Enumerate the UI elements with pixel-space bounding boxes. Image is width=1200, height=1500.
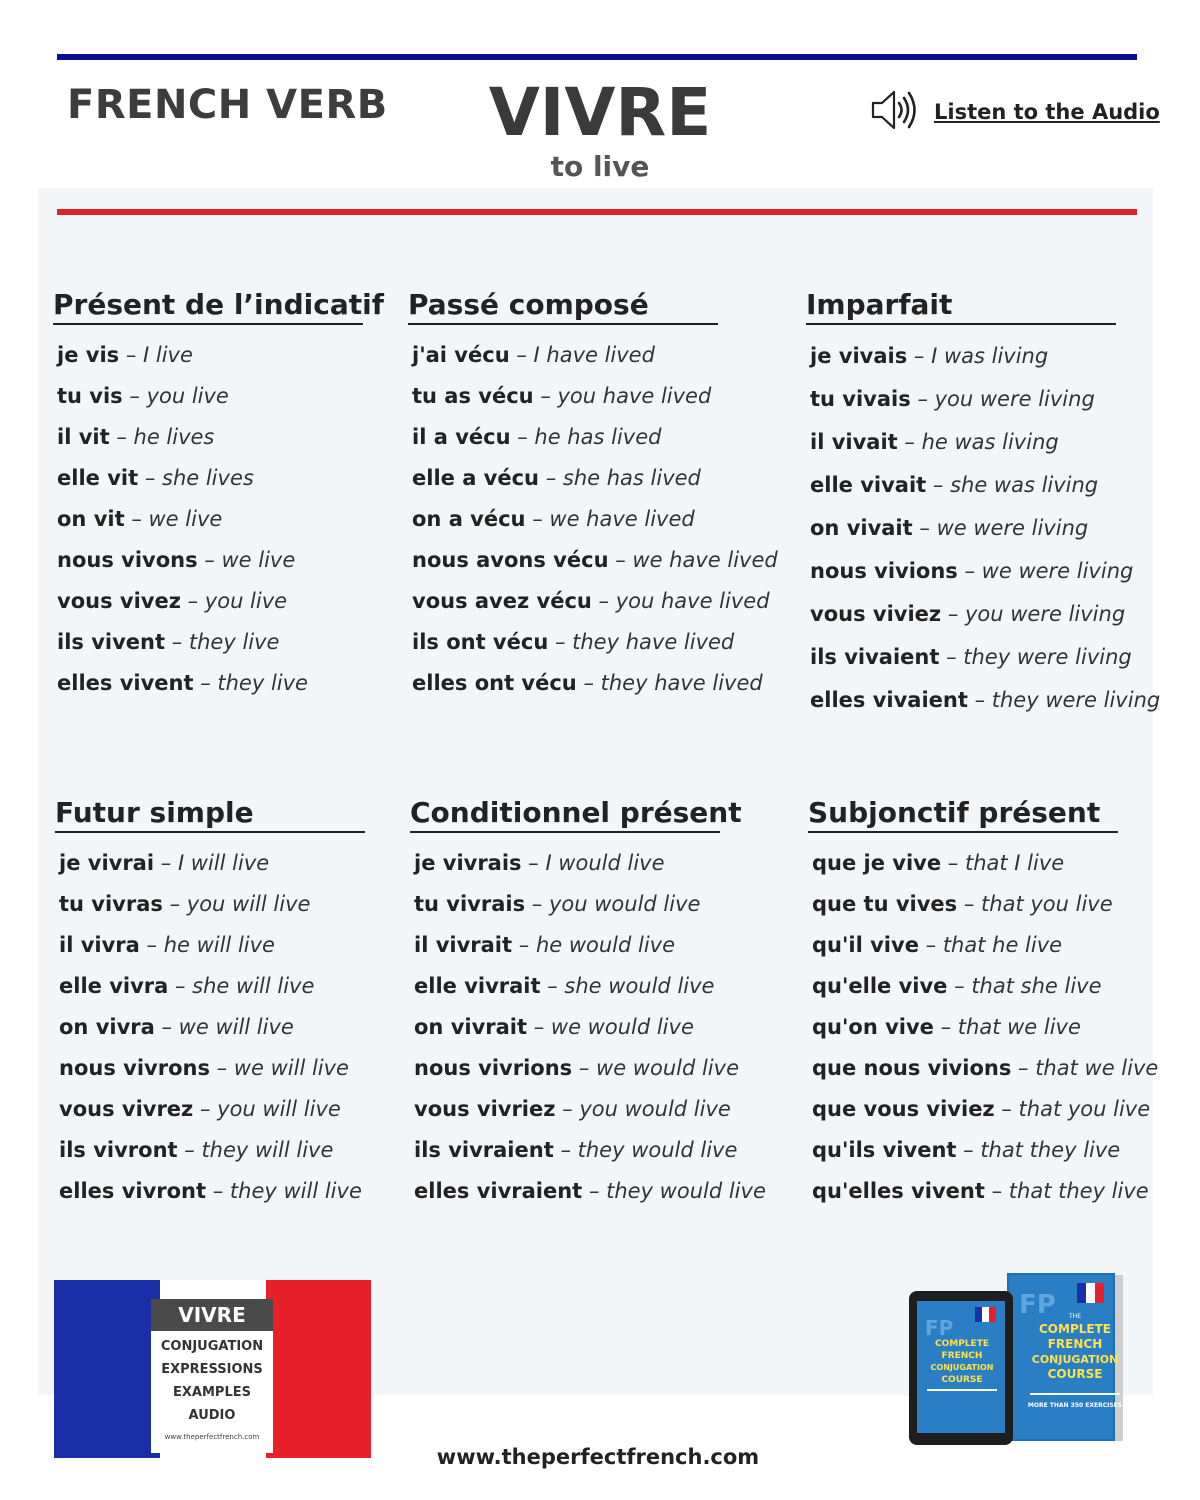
separator-dash: – <box>947 602 959 626</box>
conjugation-row <box>59 1089 365 1130</box>
conjugation-row <box>812 843 1158 884</box>
tense-futur-simple <box>55 796 365 1212</box>
conjugation-row <box>59 1130 365 1171</box>
conjugation-row <box>57 376 363 417</box>
conjugation-list <box>808 843 1158 1212</box>
conjugation-row <box>412 376 778 417</box>
english-translation: I have lived <box>533 343 655 367</box>
english-translation: they live <box>217 671 308 695</box>
french-form: tu vivras <box>59 892 163 916</box>
separator-dash: – <box>516 343 527 367</box>
conjugation-row <box>810 550 1160 593</box>
english-translation: she was living <box>950 473 1099 497</box>
french-form: on vivait <box>810 516 913 540</box>
english-translation: we will live <box>233 1056 349 1080</box>
english-translation: he would live <box>535 933 676 957</box>
french-form: il a vécu <box>412 425 511 449</box>
english-translation: you live <box>146 384 229 408</box>
conjugation-row <box>414 843 766 884</box>
conjugation-row <box>412 663 778 704</box>
english-translation: they would live <box>606 1179 766 1203</box>
french-form: nous vivons <box>57 548 198 572</box>
conjugation-row <box>412 540 778 581</box>
tablet-title-line: COMPLETE <box>935 1339 989 1349</box>
separator-dash: – <box>554 630 566 654</box>
english-translation: that you live <box>1018 1097 1151 1121</box>
conjugation-row <box>57 458 363 499</box>
english-translation: she will live <box>192 974 315 998</box>
french-form: vous vivriez <box>414 1097 556 1121</box>
separator-dash: – <box>598 589 610 613</box>
tense-title: Passé composé <box>408 288 718 325</box>
separator-dash: – <box>904 430 915 454</box>
french-form: elle vit <box>57 466 139 490</box>
separator-dash: – <box>991 1179 1003 1203</box>
flag-blue-stripe <box>54 1280 160 1458</box>
flag-card-item: AUDIO <box>188 1408 236 1423</box>
separator-dash: – <box>116 425 127 449</box>
tense-title: Subjonctif présent <box>808 796 1118 833</box>
english-translation: you live <box>204 589 288 613</box>
separator-dash: – <box>129 384 140 408</box>
french-form: elles ont vécu <box>412 671 577 695</box>
separator-dash: – <box>946 645 957 669</box>
separator-dash: – <box>171 630 183 654</box>
conjugation-row <box>812 925 1158 966</box>
conjugation-row <box>57 663 363 704</box>
french-form: on vit <box>57 507 125 531</box>
separator-dash: – <box>144 466 156 490</box>
book-tagline: MORE THAN 350 EXERCISES <box>1027 1402 1123 1409</box>
english-translation: they will live <box>201 1138 334 1162</box>
french-form: ils ont vécu <box>412 630 549 654</box>
separator-dash: – <box>212 1179 224 1203</box>
english-translation: they were living <box>963 645 1132 669</box>
french-form: il vivait <box>810 430 898 454</box>
english-translation: you were living <box>934 387 1095 411</box>
verb-title: VIVRE <box>488 74 712 151</box>
separator-dash: – <box>974 688 986 712</box>
separator-dash: – <box>615 548 626 572</box>
flag-card-verb: VIVRE <box>151 1299 273 1331</box>
conjugation-row <box>412 417 778 458</box>
english-translation: they were living <box>991 688 1161 712</box>
conjugation-row <box>810 507 1160 550</box>
french-form: tu as vécu <box>412 384 534 408</box>
english-translation: they have lived <box>572 630 735 654</box>
separator-dash: – <box>964 559 975 583</box>
french-form: qu'on vive <box>812 1015 934 1039</box>
separator-dash: – <box>146 933 157 957</box>
conjugation-list <box>410 843 766 1212</box>
separator-dash: – <box>517 425 528 449</box>
conjugation-row <box>59 884 365 925</box>
french-form: elles vivront <box>59 1179 207 1203</box>
tablet-title-line: CONJUGATION <box>930 1363 994 1372</box>
separator-dash: – <box>125 343 137 367</box>
conjugation-row <box>412 335 778 376</box>
french-form: que tu vives <box>812 892 958 916</box>
conjugation-row <box>812 1007 1158 1048</box>
separator-dash: – <box>947 851 959 875</box>
separator-dash: – <box>187 589 199 613</box>
conjugation-row <box>412 581 778 622</box>
french-form: ils vivront <box>59 1138 178 1162</box>
course-book-image[interactable] <box>905 1265 1155 1455</box>
french-form: il vivra <box>59 933 140 957</box>
separator-dash: – <box>131 507 142 531</box>
french-form: elle vivait <box>810 473 927 497</box>
book-logo: FP <box>1019 1290 1056 1320</box>
conjugation-row <box>812 1089 1158 1130</box>
separator-dash: – <box>184 1138 195 1162</box>
french-form: elle a vécu <box>412 466 540 490</box>
conjugation-row <box>412 499 778 540</box>
conjugation-list <box>55 843 365 1212</box>
tablet-title-line: COURSE <box>941 1375 983 1385</box>
separator-dash: – <box>200 671 211 695</box>
english-translation: I will live <box>177 851 270 875</box>
book-title-line: COMPLETE <box>1039 1322 1111 1336</box>
flag-card-item: EXAMPLES <box>173 1385 251 1400</box>
english-translation: I was living <box>931 344 1049 368</box>
french-flag-banner[interactable] <box>54 1280 371 1458</box>
conjugation-row <box>414 1130 766 1171</box>
conjugation-row <box>810 636 1160 679</box>
french-form: elles vivent <box>57 671 194 695</box>
french-form: nous vivrons <box>59 1056 210 1080</box>
tablet-logo: FP <box>925 1316 954 1340</box>
tense-title: Conditionnel présent <box>410 796 720 833</box>
french-form: on vivra <box>59 1015 155 1039</box>
english-translation: we have lived <box>632 548 778 572</box>
french-form: qu'elle vive <box>812 974 948 998</box>
english-translation: we would live <box>550 1015 694 1039</box>
french-form: qu'ils vivent <box>812 1138 957 1162</box>
english-translation: that we live <box>957 1015 1081 1039</box>
tense-conditionnel <box>410 796 766 1212</box>
tablet-icon <box>909 1291 1013 1445</box>
separator-dash: – <box>547 974 558 998</box>
conjugation-row <box>810 335 1160 378</box>
conjugation-list <box>806 335 1160 722</box>
english-translation: they live <box>188 630 280 654</box>
tense-imparfait <box>806 288 1160 722</box>
separator-dash: – <box>560 1138 571 1162</box>
english-translation: we live <box>148 507 223 531</box>
english-translation: we were living <box>936 516 1089 540</box>
separator-dash: – <box>963 892 975 916</box>
separator-dash: – <box>588 1179 600 1203</box>
french-form: elles vivraient <box>414 1179 583 1203</box>
french-form: elle vivra <box>59 974 169 998</box>
french-form: qu'elles vivent <box>812 1179 985 1203</box>
conjugation-row <box>414 1007 766 1048</box>
tense-present <box>53 288 384 704</box>
tense-title: Imparfait <box>806 288 1116 325</box>
french-form: j'ai vécu <box>412 343 510 367</box>
conjugation-row <box>812 966 1158 1007</box>
separator-dash: – <box>578 1056 590 1080</box>
french-form: tu vivais <box>810 387 911 411</box>
english-translation: she would live <box>564 974 715 998</box>
conjugation-row <box>59 843 365 884</box>
english-translation: we were living <box>981 559 1134 583</box>
verb-translation: to live <box>550 150 650 183</box>
separator-dash: – <box>963 1138 974 1162</box>
separator-dash: – <box>174 974 186 998</box>
english-translation: they have lived <box>600 671 763 695</box>
tense-passe-compose <box>408 288 778 704</box>
separator-dash: – <box>919 516 930 540</box>
speaker-icon[interactable] <box>868 84 920 140</box>
separator-dash: – <box>216 1056 228 1080</box>
french-form: qu'il vive <box>812 933 919 957</box>
english-translation: that we live <box>1035 1056 1159 1080</box>
conjugation-row <box>812 1171 1158 1212</box>
conjugation-row <box>812 1048 1158 1089</box>
tense-title: Futur simple <box>55 796 365 833</box>
separator-dash: – <box>917 387 928 411</box>
english-translation: that I live <box>964 851 1065 875</box>
english-translation: that he live <box>942 933 1063 957</box>
french-form: je vivais <box>810 344 908 368</box>
separator-dash: – <box>532 507 543 531</box>
english-translation: we live <box>221 548 296 572</box>
english-translation: you would live <box>548 892 701 916</box>
book-title-line: CONJUGATION <box>1031 1353 1119 1366</box>
english-translation: she has lived <box>562 466 701 490</box>
top-blue-rule <box>57 54 1137 60</box>
flag-card-item: CONJUGATION <box>160 1339 264 1354</box>
french-form: ils vivraient <box>414 1138 554 1162</box>
conjugation-row <box>810 464 1160 507</box>
conjugation-row <box>57 581 363 622</box>
french-form: que nous vivions <box>812 1056 1012 1080</box>
english-translation: they would live <box>577 1138 738 1162</box>
english-translation: you have lived <box>557 384 712 408</box>
conjugation-list <box>408 335 778 704</box>
red-rule <box>57 209 1137 215</box>
french-form: nous vivions <box>810 559 958 583</box>
separator-dash: – <box>531 892 543 916</box>
french-form: je vivrai <box>59 851 155 875</box>
conjugation-row <box>57 335 363 376</box>
conjugation-row <box>59 1007 365 1048</box>
conjugation-row <box>412 622 778 663</box>
separator-dash: – <box>528 851 539 875</box>
book-title-line: COURSE <box>1047 1367 1103 1381</box>
separator-dash: – <box>533 1015 545 1039</box>
english-translation: you will live <box>186 892 311 916</box>
english-translation: I would live <box>545 851 665 875</box>
separator-dash: – <box>160 851 172 875</box>
separator-dash: – <box>545 466 557 490</box>
book-title-line: THE <box>1069 1313 1081 1320</box>
french-form: elle vivrait <box>414 974 541 998</box>
english-translation: you will live <box>217 1097 341 1121</box>
separator-dash: – <box>518 933 530 957</box>
conjugation-row <box>59 1171 365 1212</box>
french-form: on vivrait <box>414 1015 528 1039</box>
conjugation-row <box>59 1048 365 1089</box>
french-form: on a vécu <box>412 507 526 531</box>
english-translation: that you live <box>981 892 1113 916</box>
separator-dash: – <box>204 548 215 572</box>
english-translation: he lives <box>133 425 215 449</box>
english-translation: that she live <box>971 974 1102 998</box>
french-form: vous viviez <box>810 602 942 626</box>
book-icon <box>1007 1273 1123 1441</box>
french-form: je vis <box>57 343 120 367</box>
footer-url[interactable]: www.theperfectfrench.com <box>436 1445 760 1469</box>
flag-red-stripe <box>266 1280 371 1458</box>
tense-title: Présent de l’indicatif <box>53 288 363 325</box>
french-form: tu vis <box>57 384 123 408</box>
english-translation: you have lived <box>615 589 770 613</box>
separator-dash: – <box>583 671 594 695</box>
conjugation-row <box>810 421 1160 464</box>
page-label: FRENCH VERB <box>67 82 388 128</box>
english-translation: he was living <box>921 430 1059 454</box>
french-form: que je vive <box>812 851 942 875</box>
conjugation-row <box>59 966 365 1007</box>
conjugation-row <box>57 622 363 663</box>
tablet-title-line: FRENCH <box>941 1351 983 1361</box>
english-translation: you were living <box>965 602 1126 626</box>
english-translation: we would live <box>596 1056 739 1080</box>
conjugation-row <box>812 884 1158 925</box>
english-translation: he has lived <box>534 425 662 449</box>
conjugation-row <box>414 966 766 1007</box>
conjugation-row <box>59 925 365 966</box>
conjugation-row <box>810 679 1160 722</box>
french-form: il vit <box>57 425 110 449</box>
french-form: nous vivrions <box>414 1056 573 1080</box>
separator-dash: – <box>540 384 551 408</box>
english-translation: I live <box>143 343 193 367</box>
separator-dash: – <box>161 1015 172 1039</box>
conjugation-row <box>414 925 766 966</box>
flag-card <box>151 1299 273 1453</box>
english-translation: you would live <box>579 1097 731 1121</box>
separator-dash: – <box>1001 1097 1012 1121</box>
french-form: vous vivrez <box>59 1097 194 1121</box>
conjugation-row <box>57 499 363 540</box>
separator-dash: – <box>932 473 944 497</box>
french-form: elles vivaient <box>810 688 968 712</box>
separator-dash: – <box>940 1015 952 1039</box>
french-form: je vivrais <box>414 851 522 875</box>
french-form: nous avons vécu <box>412 548 609 572</box>
conjugation-row <box>810 378 1160 421</box>
english-translation: that they live <box>1008 1179 1149 1203</box>
conjugation-row <box>414 1048 766 1089</box>
french-form: tu vivrais <box>414 892 526 916</box>
separator-dash: – <box>562 1097 573 1121</box>
english-translation: that they live <box>980 1138 1121 1162</box>
english-translation: we will live <box>178 1015 294 1039</box>
french-form: que vous viviez <box>812 1097 995 1121</box>
english-translation: he will live <box>163 933 275 957</box>
english-translation: we have lived <box>549 507 695 531</box>
flag-card-url: www.theperfectfrench.com <box>164 1433 260 1441</box>
flag-card-item: EXPRESSIONS <box>161 1362 263 1377</box>
conjugation-row <box>414 884 766 925</box>
conjugation-row <box>810 593 1160 636</box>
separator-dash: – <box>169 892 181 916</box>
english-translation: they will live <box>229 1179 362 1203</box>
separator-dash: – <box>954 974 965 998</box>
french-form: ils vivent <box>57 630 166 654</box>
conjugation-row <box>412 458 778 499</box>
separator-dash: – <box>913 344 925 368</box>
conjugation-list <box>53 335 363 704</box>
french-form: vous vivez <box>57 589 181 613</box>
audio-link[interactable] <box>868 84 1160 140</box>
english-translation: she lives <box>162 466 254 490</box>
audio-link-label[interactable]: Listen to the Audio <box>934 100 1160 124</box>
french-form: il vivrait <box>414 933 513 957</box>
conjugation-row <box>414 1171 766 1212</box>
conjugation-row <box>57 417 363 458</box>
conjugation-row <box>812 1130 1158 1171</box>
separator-dash: – <box>1018 1056 1029 1080</box>
tense-subjonctif <box>808 796 1158 1212</box>
french-form: vous avez vécu <box>412 589 592 613</box>
separator-dash: – <box>925 933 937 957</box>
conjugation-row <box>57 540 363 581</box>
separator-dash: – <box>199 1097 211 1121</box>
conjugation-row <box>414 1089 766 1130</box>
book-title-line: FRENCH <box>1047 1337 1103 1351</box>
french-form: ils vivaient <box>810 645 940 669</box>
